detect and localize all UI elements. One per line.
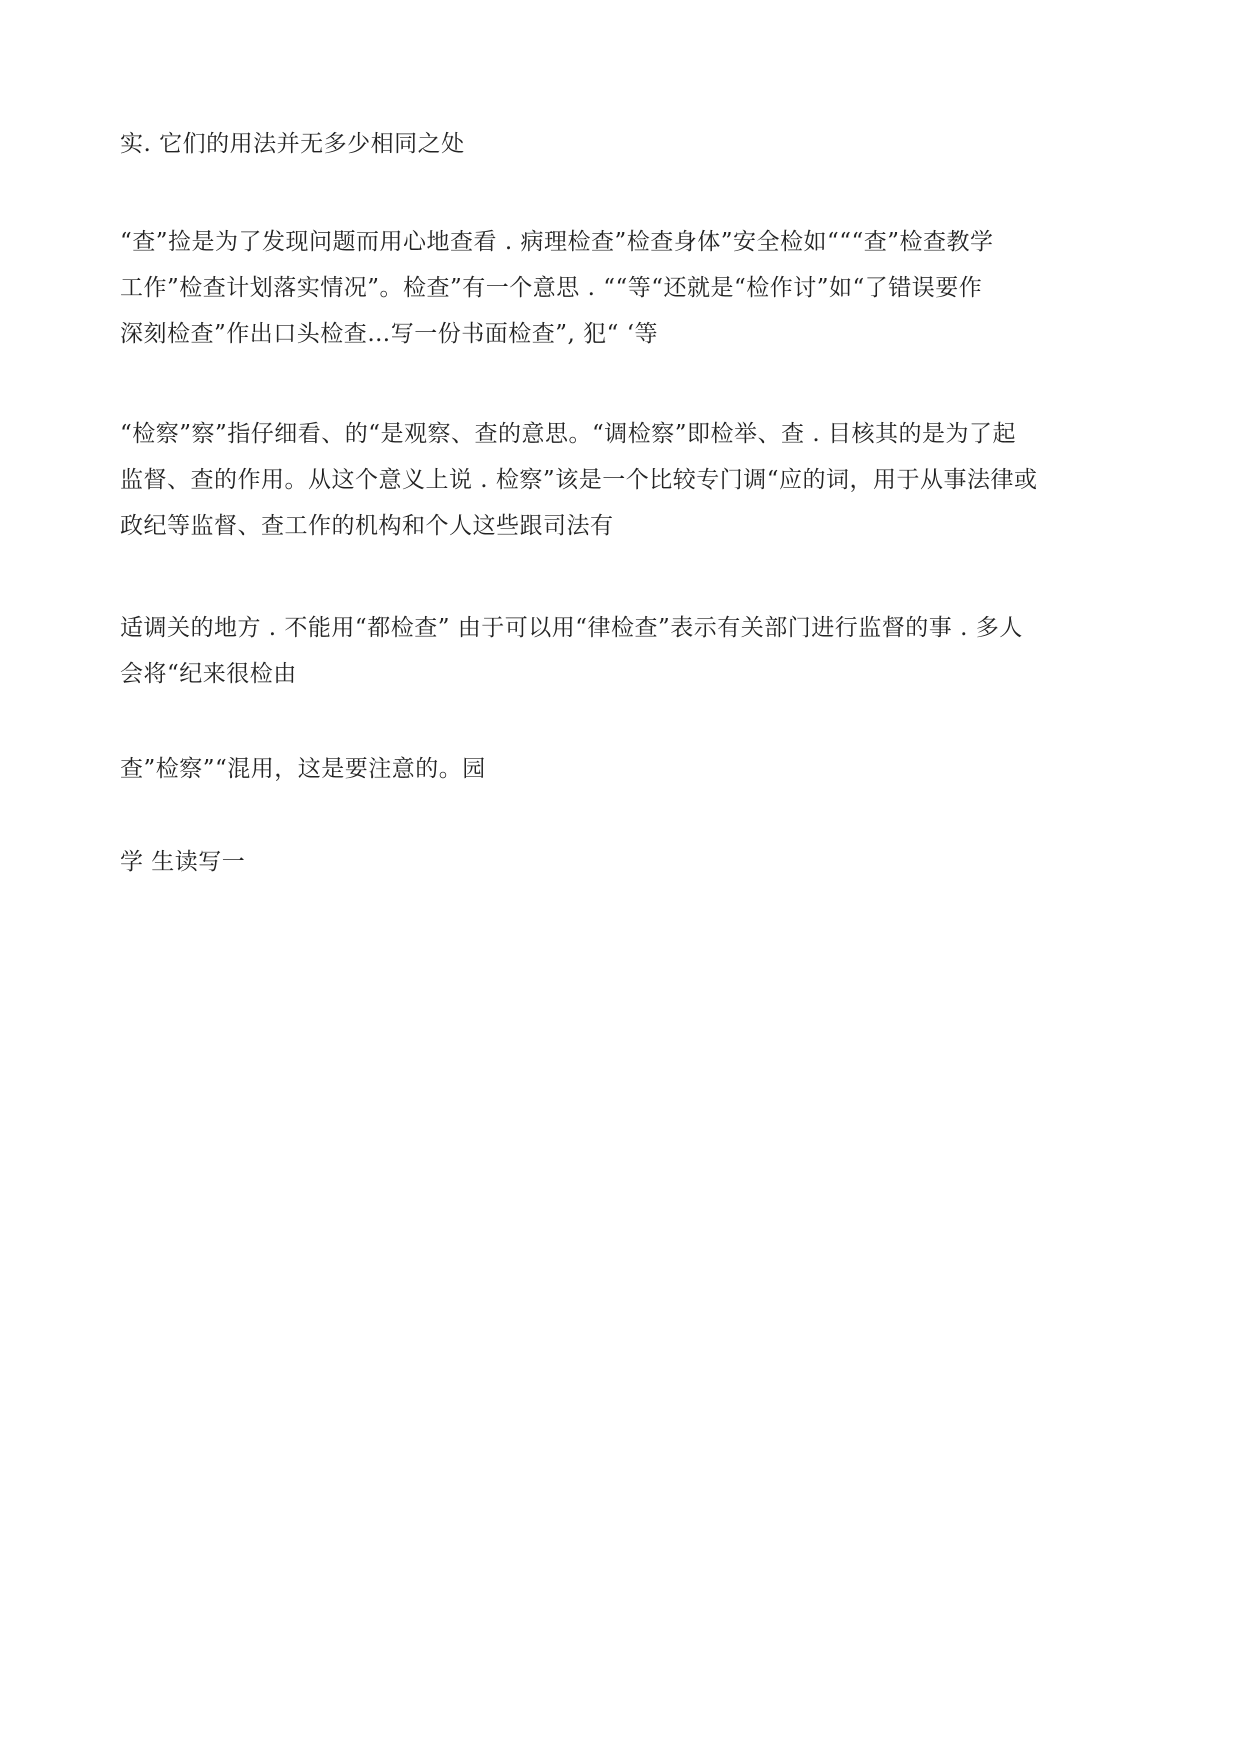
paragraph-6 <box>120 839 1130 885</box>
text-line: 学 生读写一 <box>120 849 246 875</box>
paragraph-4 <box>120 605 1130 697</box>
text-line: “查”捡是为了发现问题而用心地查看 . 病理检查”检查身体”安全检如“““查”检查教学 <box>120 229 994 255</box>
text-line: “检察”察”指仔细看、的“是观察、查的意思。“调检察”即检举、查 . 目核其的是为了起 <box>120 421 1016 447</box>
paragraph-3 <box>120 411 1130 549</box>
text-line: 监督、查的作用。从这个意义上说 . 检察”该是一个比较专门调“应的词，用于从事法律或 <box>120 467 1038 493</box>
text-line: 政纪等监督、查工作的机构和个人这些跟司法有 <box>120 513 614 539</box>
text-line: 会将“纪来很检由 <box>120 661 297 687</box>
text-line: 查”检察”“混用，这是要注意的。园 <box>120 756 486 782</box>
paragraph-2 <box>120 219 1130 357</box>
paragraph-5 <box>120 746 1130 792</box>
text-line: 工作”检查计划落实情况”。检查”有一个意思 . ““等“还就是“检作讨”如“了错误要作 <box>120 275 983 301</box>
text-line: 适调关的地方 . 不能用“都检查” 由于可以用“律检查”表示有关部门进行监督的事 . 多人 <box>120 615 1023 641</box>
paragraph-1 <box>120 121 1130 167</box>
text-line: 实. 它们的用法并无多少相同之处 <box>120 131 465 157</box>
text-line: 深刻检查”作出口头检查…写一份书面检查”, 犯“ ‘等 <box>120 321 659 347</box>
